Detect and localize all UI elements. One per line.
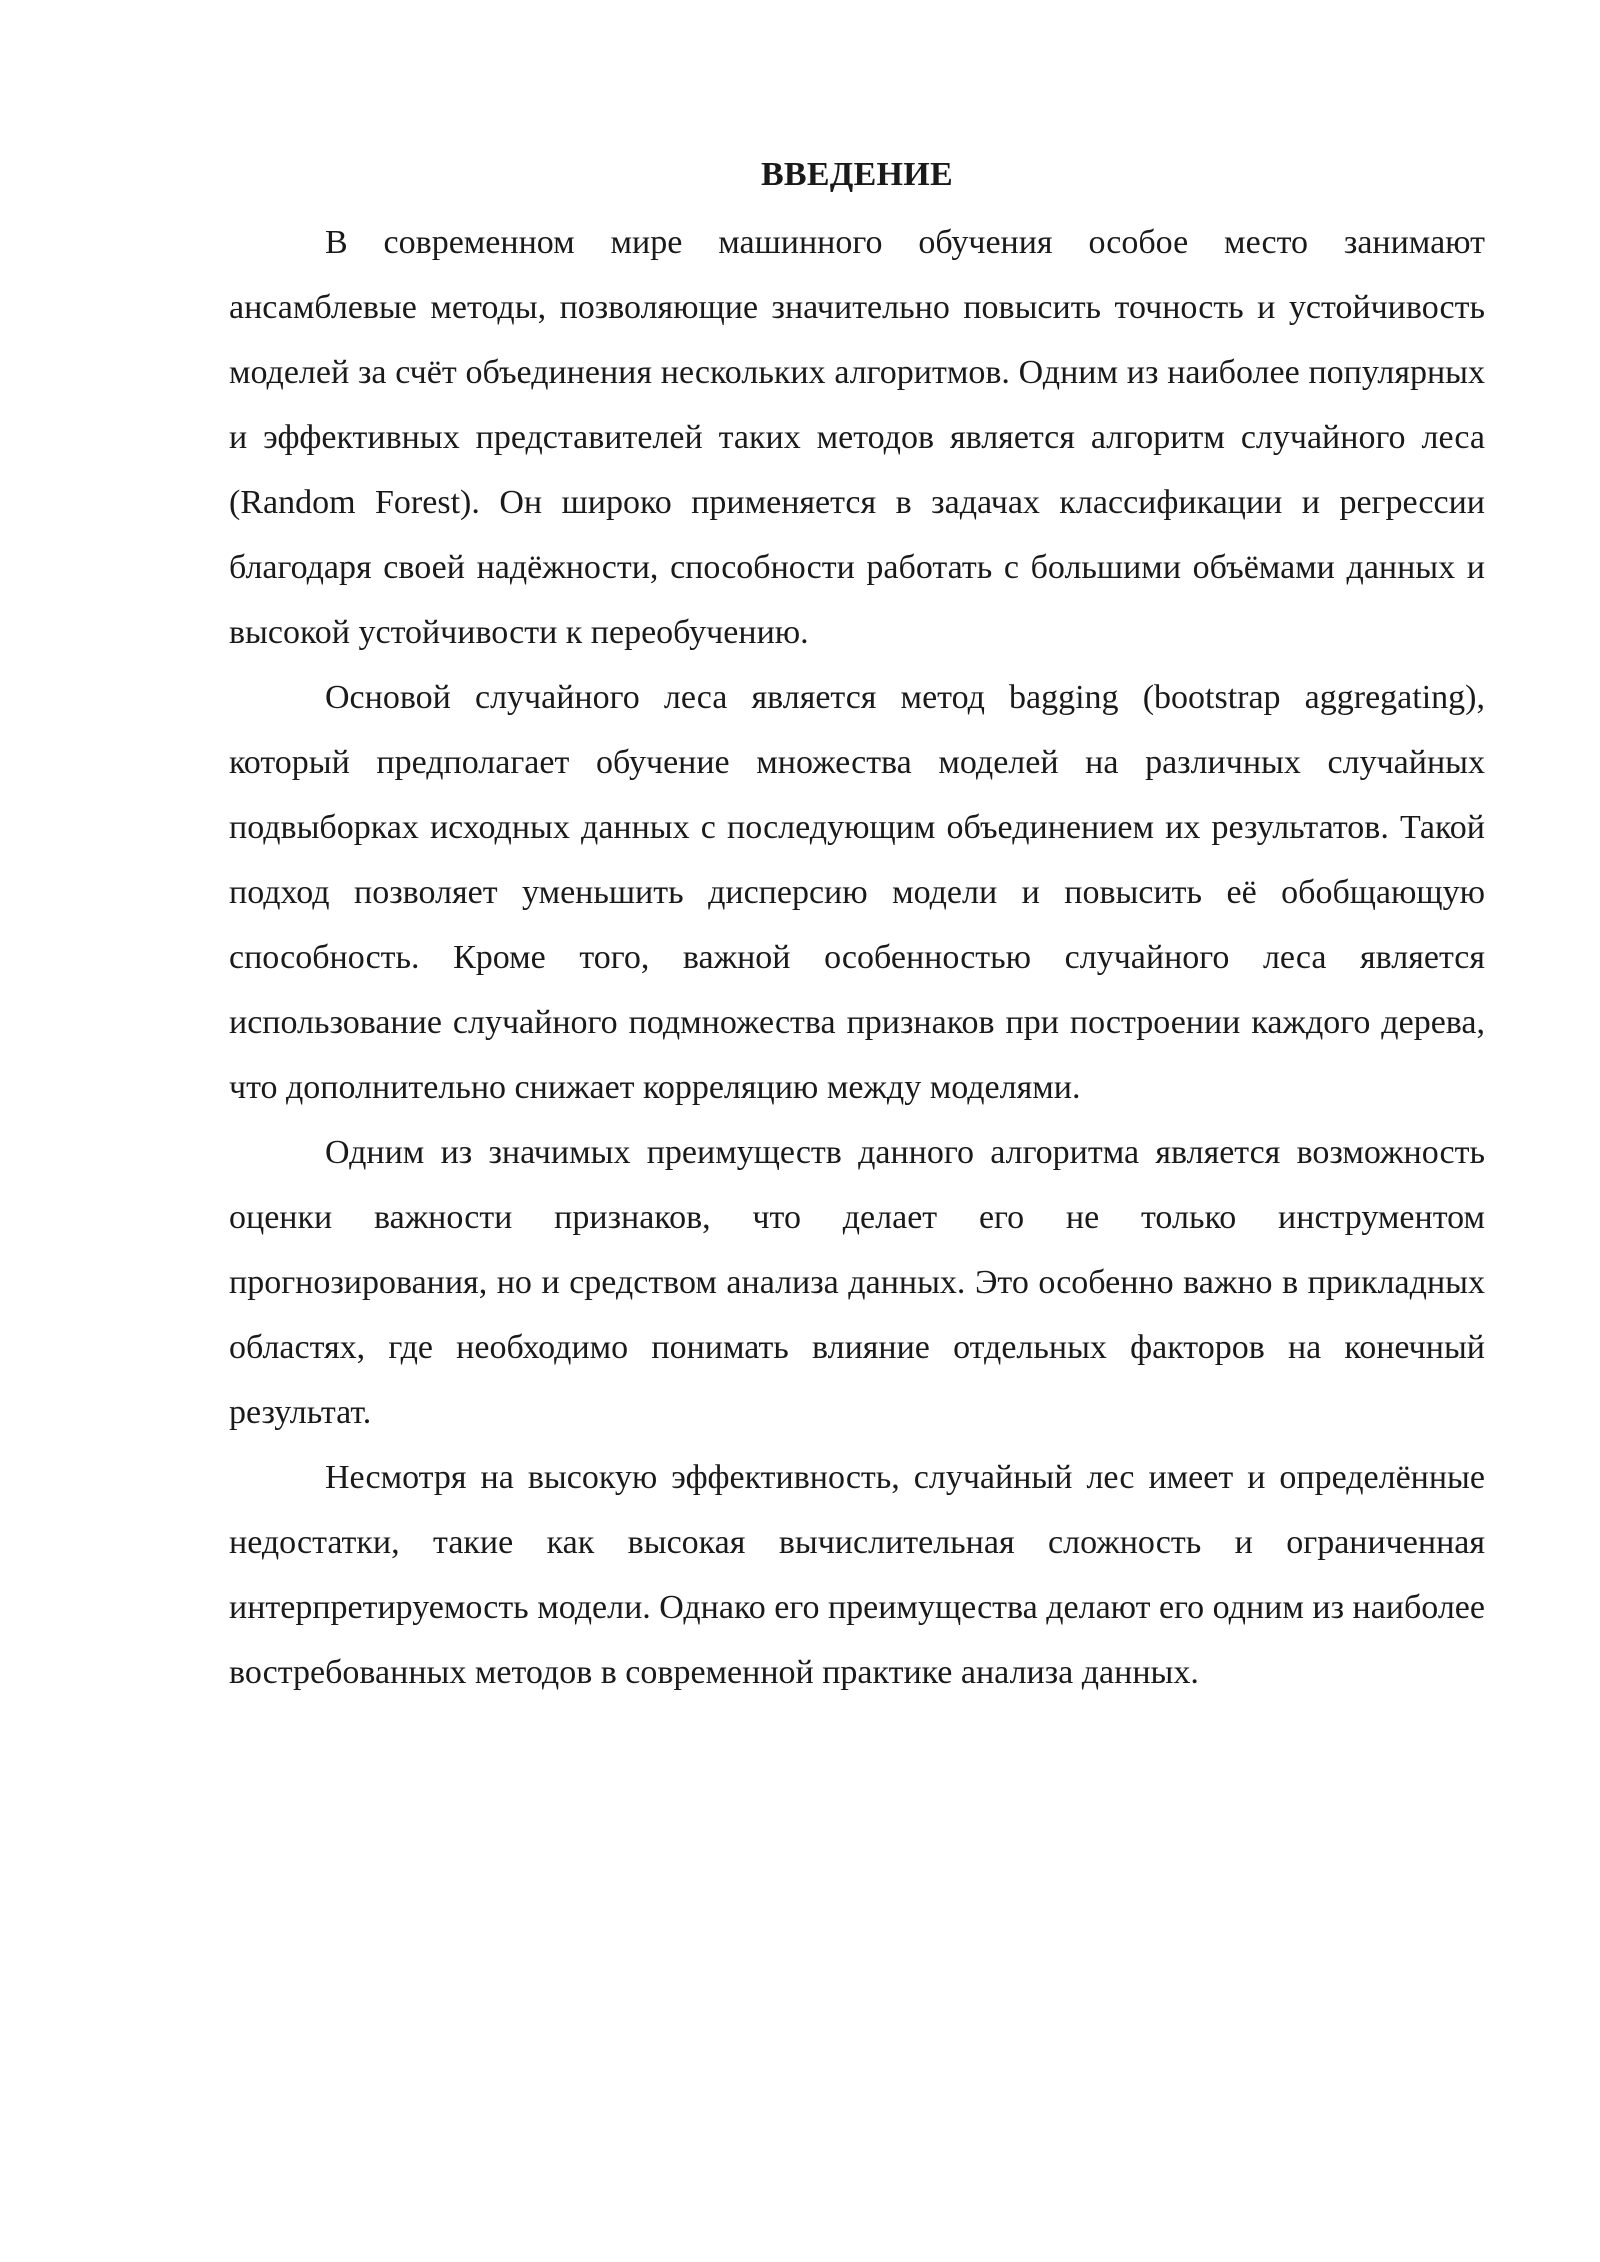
paragraph-2: Основой случайного леса является метод bagging (bootstrap aggregating), который предполагает обучение множества моделей на различных случайных подвыборках исходных данных с последующим объединением их результатов. Такой подход позволяет уменьшить дисперсию модели и повысить её обобщающую способность. Кроме того, важной особенностью случайного леса является использование случайного подмножества признаков при построении каждого дерева, что дополнительно снижает корреляцию между моделями. <box>229 679 1485 1106</box>
document-body <box>229 150 1485 1705</box>
page-title: ВВЕДЕНИЕ <box>760 156 954 193</box>
paragraph-4: Несмотря на высокую эффективность, случайный лес имеет и определённые недостатки, такие как высокая вычислительная сложность и ограниченная интерпретируемость модели. Однако его преимущества делают его одним из наиболее востребованных методов в современной практике анализа данных. <box>229 1459 1485 1691</box>
paragraph-1: В современном мире машинного обучения особое место занимают ансамблевые методы, позволяющие значительно повысить точность и устойчивость моделей за счёт объединения нескольких алгоритмов. Одним из наиболее популярных и эффективных представителей таких методов является алгоритм случайного леса (Random Forest). Он широко применяется в задачах классификации и регрессии благодаря своей надёжности, способности работать с большими объёмами данных и высокой устойчивости к переобучению. <box>229 224 1485 651</box>
paragraph-3: Одним из значимых преимуществ данного алгоритма является возможность оценки важности признаков, что делает его не только инструментом прогнозирования, но и средством анализа данных. Это особенно важно в прикладных областях, где необходимо понимать влияние отдельных факторов на конечный результат. <box>229 1134 1485 1431</box>
